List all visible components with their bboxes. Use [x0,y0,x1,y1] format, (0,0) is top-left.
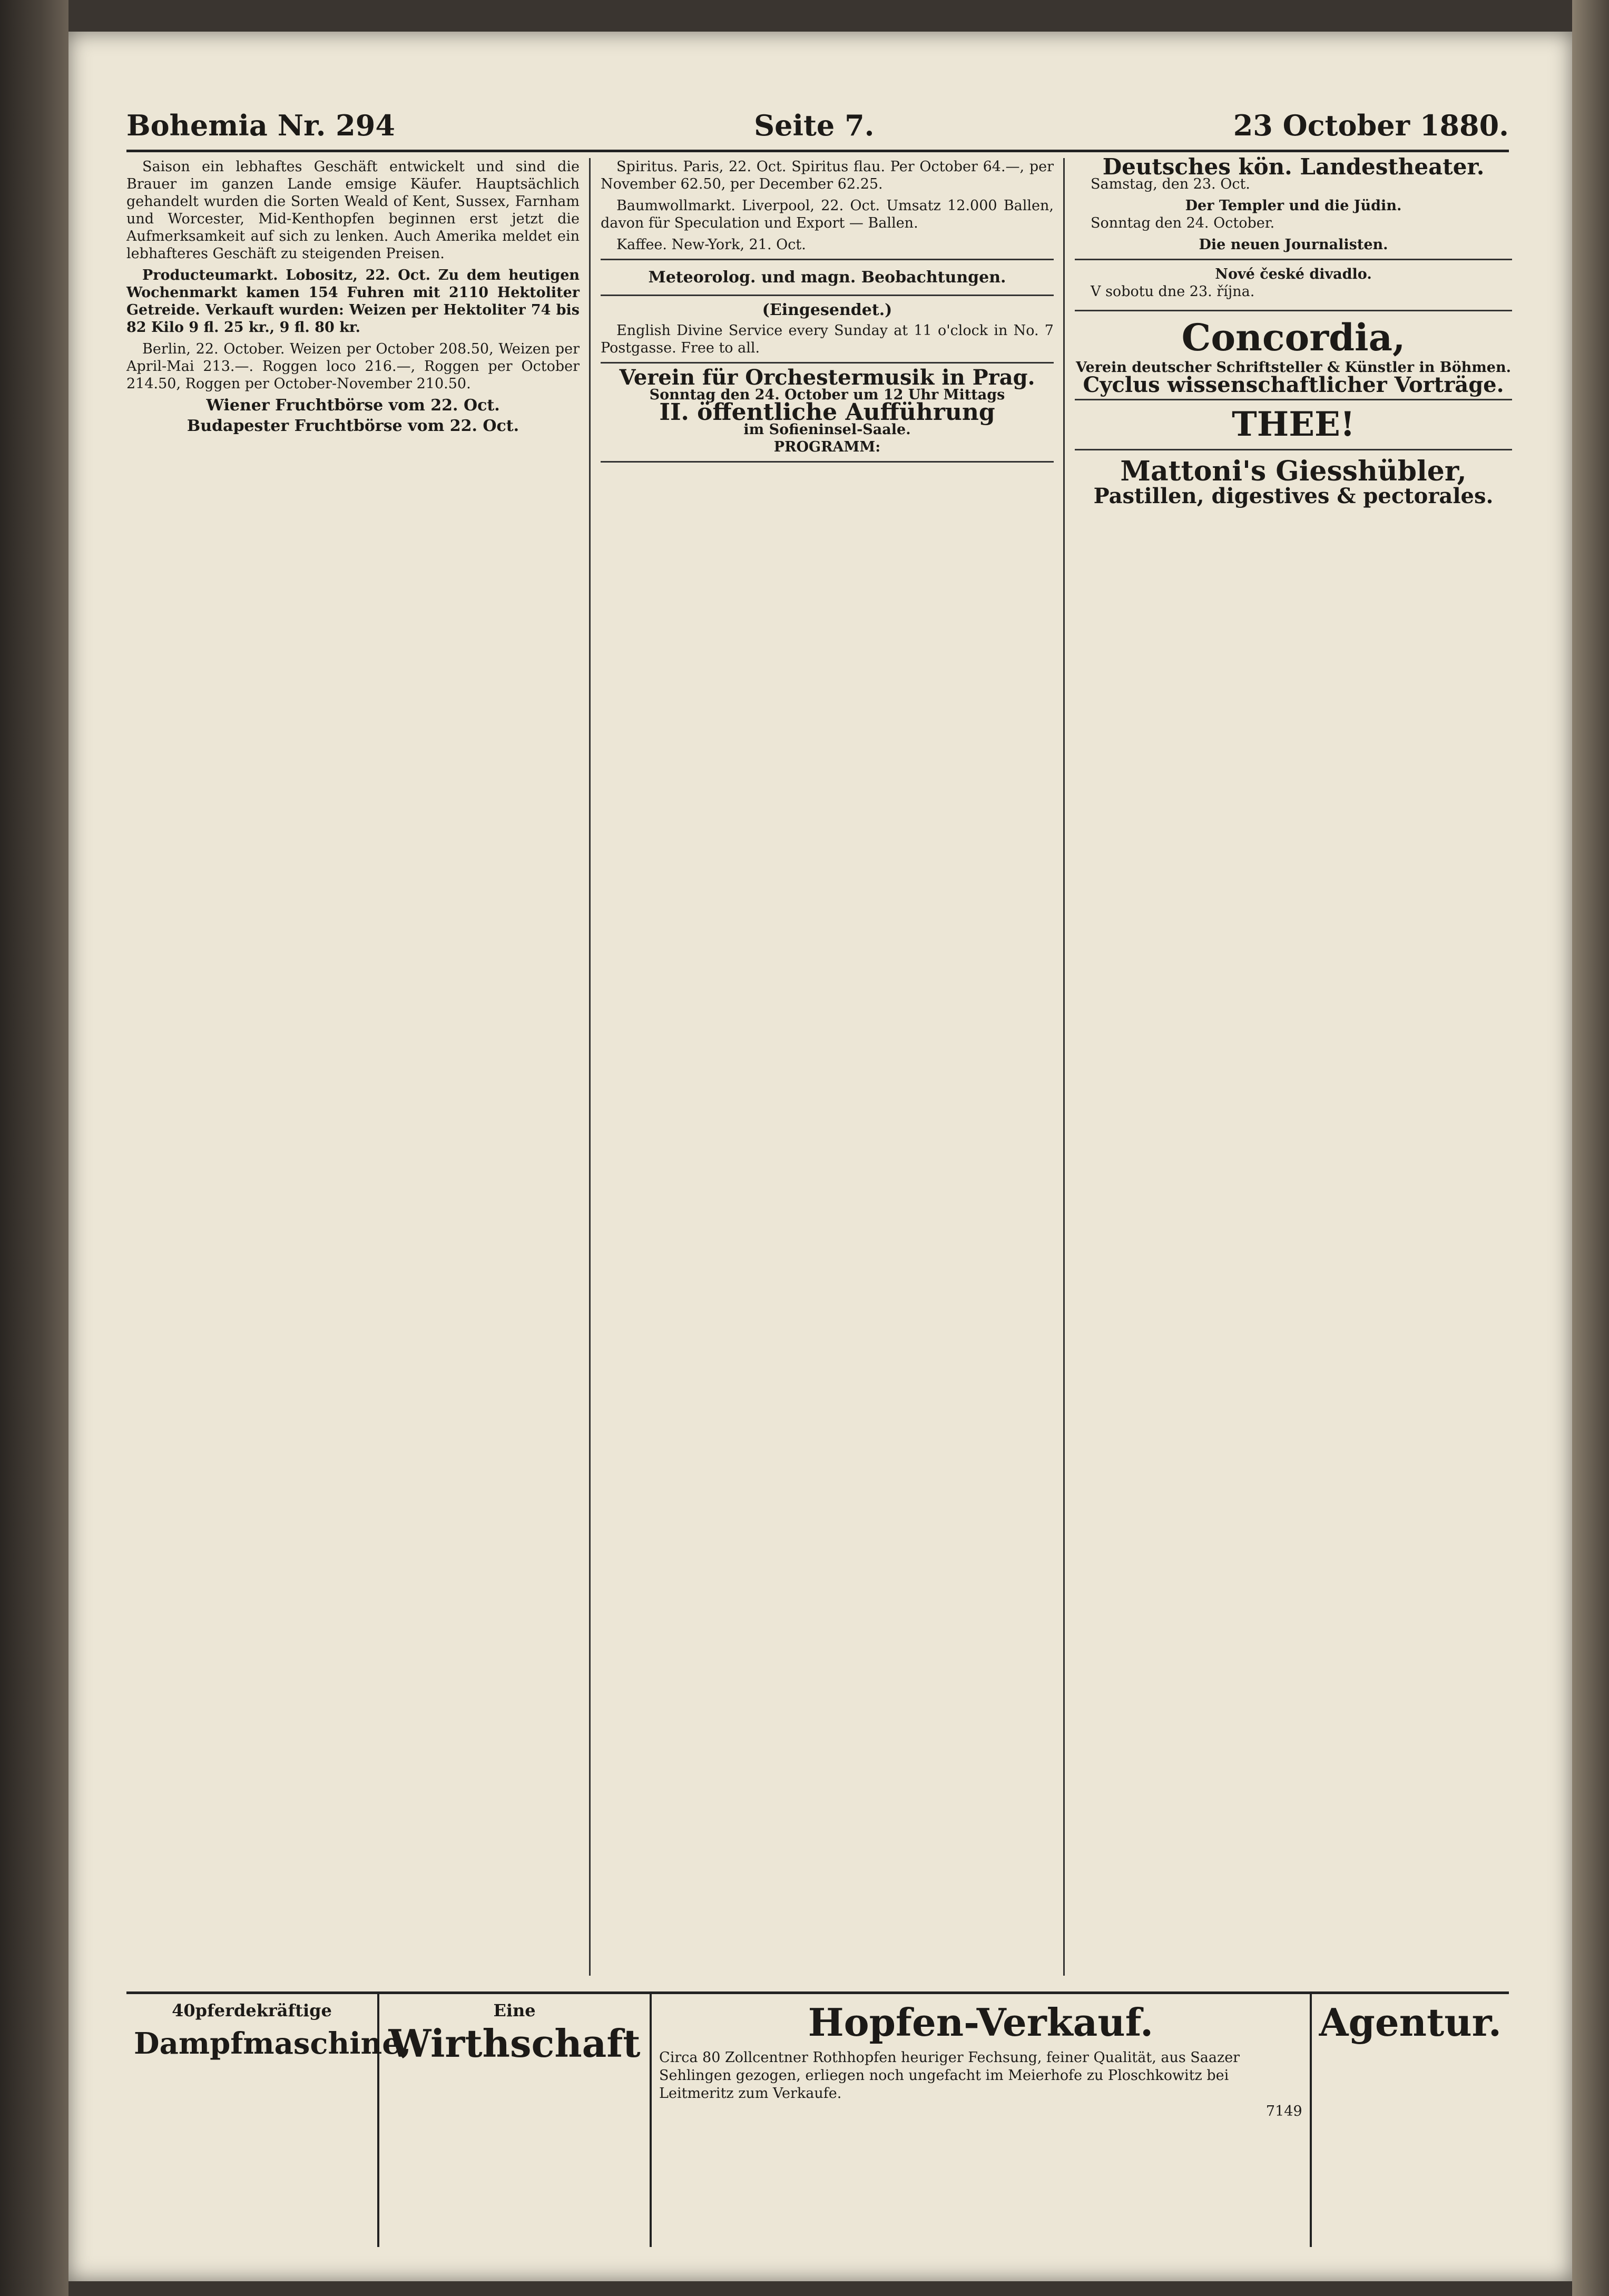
article-paragraph: Sonntag den 24. October. [1091,215,1275,231]
ad-headline: Wirthschaft [388,2021,641,2066]
article-heading: Wiener Fruchtbörse vom 22. Oct. [206,396,500,415]
scan-edge-left [0,0,68,2296]
article-paragraph: Kaffee. New-York, 21. Oct. [616,237,806,253]
concordia-subtitle: Verein deutscher Schriftsteller & Künstler in Böhmen. [1075,359,1512,376]
column-rule [1063,158,1065,1976]
ad-headline: Hopfen-Verkauf. [808,2000,1154,2045]
header-right: 23 October 1880. [1233,109,1509,142]
theatre-title: Nové české divadlo. [1215,266,1372,282]
section-heading: Meteorolog. und magn. Beobachtungen. [648,268,1006,287]
ad-line: im Sofieninsel-Saale. [743,421,911,438]
article-paragraph: Spiritus. Paris, 22. Oct. Spiritus flau. Per October 64.—, per November 62.50, per December 62.25. [601,159,1054,192]
column-2 [601,158,1054,1976]
scan-edge-right [1572,0,1609,2296]
article-paragraph: V sobotu dne 23. října. [1091,283,1255,300]
column-rule [589,158,591,1976]
header-center: Seite 7. [754,109,875,142]
header-left: Bohemia Nr. 294 [126,109,395,142]
theatre-title: Deutsches kön. Landestheater. [1102,154,1485,180]
ad-hopfen [652,1994,1312,2247]
ad-title: Verein für Orchestermusik in Prag. [619,365,1035,390]
ad-headline: Dampfmaschine, [134,2026,411,2061]
play-title: Der Templer und die Jüdin. [1185,198,1402,214]
ad-number: 7149 [1265,2103,1302,2120]
article-paragraph: Baumwollmarkt. Liverpool, 22. Oct. Umsatz 12.000 Ballen, davon für Speculation und Export — Ballen. [601,198,1054,231]
ad-kicker: 40pferdekräftige [172,2000,332,2020]
column-3 [1075,154,1512,1976]
article-heading: Budapester Fruchtbörse vom 22. Oct. [187,417,519,435]
pastillen-ad: Pastillen, digestives & pectorales. [1093,484,1494,508]
article-paragraph: Producteumarkt. Lobositz, 22. Oct. Zu dem heutigen Wochenmarkt kamen 154 Fuhren mit 2110 Hektoliter Getreide. Verkauft wurden: Weizen per Hektoliter 74 bis 82 Kilo 9 fl. 25 kr., 9 fl. 80 kr. [126,267,580,336]
ad-text: Circa 80 Zollcentner Rothhopfen heuriger Fechsung, feiner Qualität, aus Saazer Sehlingen gezogen, erliegen noch ungefacht im Meierhofe zu Ploschkowitz bei Leitmeritz zum Verkaufe. [659,2049,1240,2102]
ad-line: PROGRAMM: [773,439,881,455]
article-paragraph: English Divine Service every Sunday at 11 o'clock in No. 7 Postgasse. Free to all. [601,322,1054,356]
weather-box [601,259,1054,296]
ad-kicker: Eine [493,2000,536,2020]
ad-dampfmaschine [126,1994,411,2247]
play-title: Die neuen Journalisten. [1199,237,1388,253]
lecture-title: Cyclus wissenschaftlicher Vorträge. [1083,372,1504,397]
article-paragraph: Samstag, den 23. Oct. [1091,176,1250,192]
newspaper-page [68,32,1572,2281]
bottom-ads [126,1991,1509,2247]
ad-wirthschaft [379,1994,652,2247]
ad-headline: Agentur. [1319,2000,1502,2045]
page-header [126,90,1509,152]
column-1 [126,158,580,1976]
ad-agentur [1312,1994,1509,2247]
section-heading: (Eingesendet.) [762,301,892,319]
ad-line: Sonntag den 24. October um 12 Uhr Mittags [649,387,1005,403]
article-paragraph: Berlin, 22. October. Weizen per October 208.50, Weizen per April-Mai 213.—. Roggen loco 216.—, Roggen per October 214.50, Roggen per October-November 210.50. [126,341,580,392]
mattoni-ad: Mattoni's Giesshübler, [1120,455,1467,487]
ad-title: II. öffentliche Aufführung [659,399,995,426]
thee-ad: THEE! [1075,399,1512,450]
concordia-title: Concordia, [1181,316,1406,359]
concert-ad [601,362,1054,463]
article-paragraph: Saison ein lebhaftes Geschäft entwickelt und sind die Brauer im ganzen Lande emsige Käufer. Hauptsächlich gehandelt wurden die Sorten Weald of Kent, Sussex, Farnham und Worcester, Mid-Kenthopfen beginnen erst jetzt die Aufmerksamkeit auf sich zu lenken. Auch Amerika meldet ein lebhafteres Geschäft zu steigenden Preisen. [126,159,580,262]
